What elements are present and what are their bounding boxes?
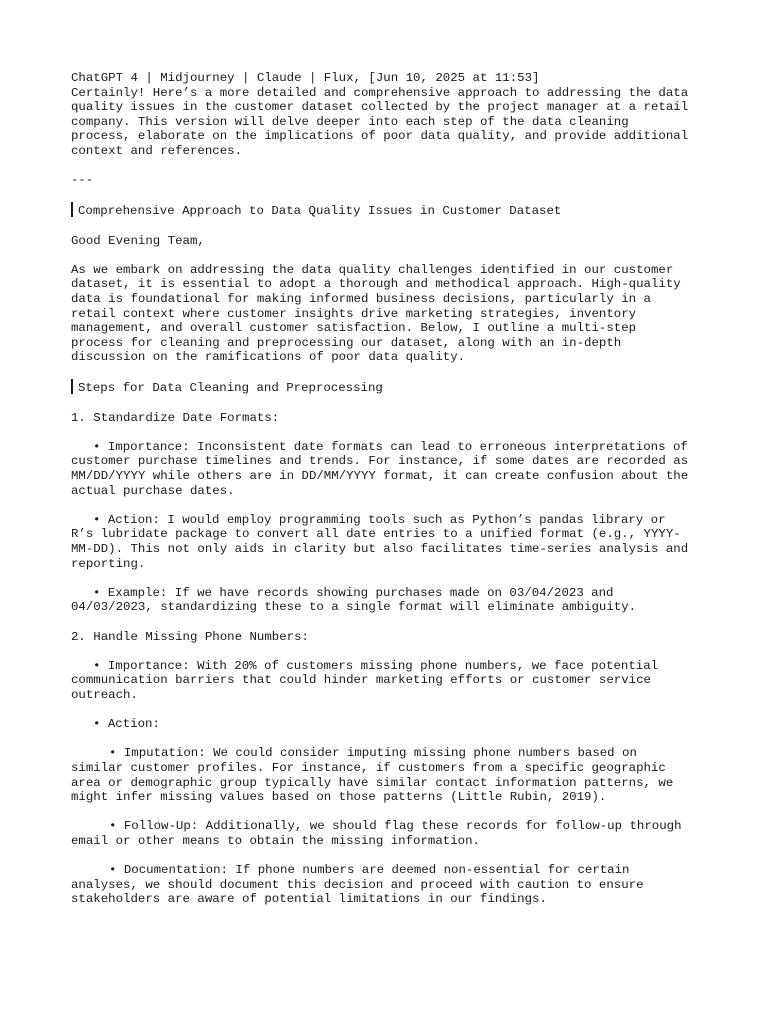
step-title-dates: 1. Standardize Date Formats: (71, 410, 280, 425)
source-meta-line: ChatGPT 4 | Midjourney | Claude | Flux, [Jun 10, 2025 at 11:53] (71, 71, 540, 85)
bullet-dates-example: • Example: If we have records showing purchases made on 03/04/2023 and 04/03/2023, standardizing these to a single format will eliminate ambiguity. (71, 585, 637, 615)
overview-paragraph: As we embark on addressing the data quality challenges identified in our customer dataset, it is essential to adopt a thorough and methodical approach. High-quality data is foundational for making informed business decisions, particularly in a retail context where customer insights drive marketing strategies, inventory management, and overall customer satisfaction. Below, I outline a multi-step process for cleaning and preprocessing our dataset, along with an in-depth discussion on the ramifications of poor data quality. (71, 262, 681, 365)
bullet-dates-action: • Action: I would employ programming tools such as Python’s pandas library or R’s lubridate package to convert all date entries to a unified format (e.g., YYYY- MM-DD). This not only aids in clarity but also facilitates time-series analysis and reporting. (71, 512, 689, 571)
greeting: Good Evening Team, (71, 233, 205, 248)
bullet-phone-importance: • Importance: With 20% of customers missing phone numbers, we face potential communication barriers that could hinder marketing efforts or customer service outreach. (71, 658, 659, 702)
sub-bullet-imputation: • Imputation: We could consider imputing missing phone numbers based on similar customer profiles. For instance, if customers from a specific geographic area or demographic group typically have similar contact information patterns, we might infer missing values based on those patterns (Little Rubin, 2019). (71, 746, 674, 805)
sub-bullet-documentation: • Documentation: If phone numbers are deemed non-essential for certain analyses, we should document this decision and proceed with caution to ensure stakeholders are aware of potential limitations in our findings. (71, 863, 644, 907)
bullet-phone-action: • Action: (93, 717, 160, 732)
document-page (71, 71, 711, 921)
step-title-phone: 2. Handle Missing Phone Numbers: (71, 629, 309, 644)
section-heading-steps (71, 379, 711, 396)
divider: --- (71, 173, 94, 188)
section-heading-comprehensive-approach (71, 202, 711, 219)
intro-paragraph: Certainly! Here’s a more detailed and comprehensive approach to addressing the data quality issues in the customer dataset collected by the project manager at a retail company. This version will delve deeper into each step of the data cleaning process, elaborate on the implications of poor data quality, and provide additional context and references. (71, 85, 689, 158)
section-heading-text: Comprehensive Approach to Data Quality Issues in Customer Dataset (78, 204, 562, 219)
bullet-dates-importance: • Importance: Inconsistent date formats can lead to erroneous interpretations of customer purchase timelines and trends. For instance, if some dates are recorded as MM/DD/YYYY while others are in DD/MM/YYYY format, it can create confusion about the actual purchase dates. (71, 439, 689, 498)
sub-bullet-follow-up: • Follow-Up: Additionally, we should flag these records for follow-up through email or other means to obtain the missing information. (71, 819, 682, 848)
heading-marker-bar (71, 202, 73, 217)
section-heading-text: Steps for Data Cleaning and Preprocessing (78, 381, 383, 396)
heading-marker-bar (71, 379, 73, 394)
